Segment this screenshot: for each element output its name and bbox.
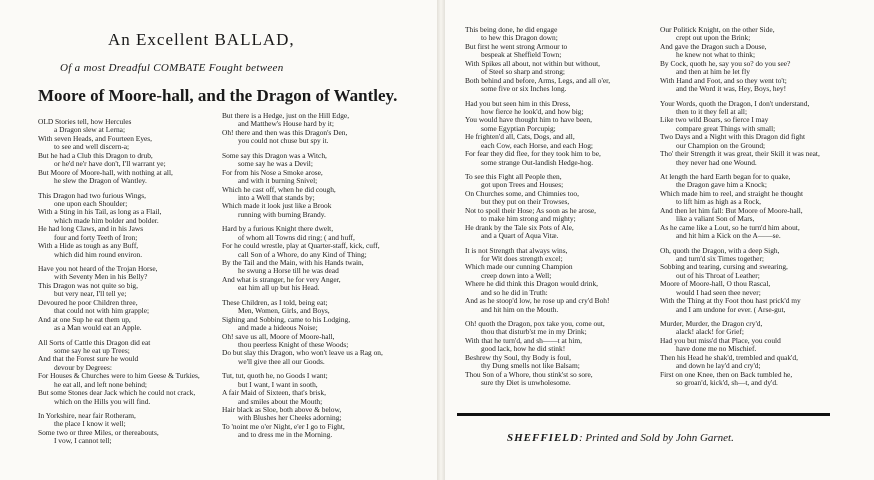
verse-line: Where he did think this Dragon would drink,	[465, 280, 599, 289]
verse-line: thou peerless Knight of these Woods;	[238, 340, 349, 349]
verse-line: Two Days and a Night with this Dragon did fight	[660, 133, 806, 142]
verse-line: To see this Fight all People then,	[465, 173, 562, 181]
verse-line: and hit him on the Mouth.	[481, 305, 559, 314]
imprint-place: SHEFFIELD	[507, 432, 579, 444]
verse-line: He frighten'd all, Cats, Dogs, and all,	[465, 133, 575, 142]
verse-line: into a Well that stands by;	[238, 193, 315, 202]
verse-line: On Churches some, and Chimnies too,	[465, 189, 579, 198]
verse-line: As he came like a Lout, so he turn'd him about,	[660, 223, 800, 232]
verse-line: and made a hideous Noise;	[238, 324, 318, 333]
verse-line: With a Hide as tough as any Buff,	[38, 242, 139, 251]
verse-line: It is not Strength that always wins,	[465, 246, 568, 255]
verse-line: But he had a Club this Dragon to drub,	[38, 151, 153, 160]
verse-line: I vow, I cannot tell;	[54, 437, 112, 446]
verse-line: but they put on their Trowses,	[481, 198, 570, 207]
verse-line: and smiles about the Mouth;	[238, 397, 323, 406]
verse-line: Had you but miss'd that Place, you could	[660, 336, 781, 345]
verse-line: Tho' their Strength it was great, their Skill it was neat,	[660, 150, 820, 159]
verse-line: of Steel so sharp and strong;	[481, 68, 565, 77]
verse-line: you could not chuse but spy it.	[238, 137, 329, 146]
verse-line: Oh, quoth the Dragon, with a deep Sigh,	[660, 246, 780, 255]
verse-line: With the Thing at thy Foot thou hast prick'd my	[660, 297, 801, 306]
verse-line: For fear they did flee, for they took him to be,	[465, 150, 601, 159]
verse-line: he swung a Horse till he was dead	[238, 267, 339, 276]
verse-line: Murder, Murder, the Dragon cry'd,	[660, 320, 763, 328]
verse-line: thy Dung smells not like Balsam;	[481, 362, 580, 371]
verse-line: All Sorts of Cattle this Dragon did eat	[38, 338, 151, 347]
verse-line: OLD Stories tell, how Hercules	[38, 118, 132, 126]
verse-line: Have you not heard of the Trojan Horse,	[38, 265, 158, 273]
verse-line: For from his Nose a Smoke arose,	[222, 168, 323, 177]
verse-line: compare great Things with small;	[676, 124, 776, 133]
verse-line: like a valiant Son of Mars,	[676, 215, 755, 224]
verse-line: You would have thought him to have been,	[465, 116, 592, 125]
verse-column-1	[38, 118, 218, 446]
verse-line: for Wit does strength excel;	[481, 254, 563, 263]
verse-line: This Dragon had two furious Wings,	[38, 191, 146, 200]
verse-column-4	[660, 26, 840, 388]
verse-line: or he'd ne'r have don't, I'll warrant ye;	[54, 160, 166, 169]
verse-line: A fair Maid of Sixteen, that's brisk,	[222, 389, 326, 398]
verse-line: For he could wrestle, play at Quarter-staff, kick, cuff,	[222, 242, 380, 251]
verse-line: Like two wild Boars, so fierce I may	[660, 116, 769, 125]
verse-line: He drank by the Tale six Pots of Ale,	[465, 223, 574, 232]
verse-line: one upon each Shoulder;	[54, 199, 128, 208]
verse-line: Tut, tut, quoth he, no Goods I want;	[222, 372, 328, 381]
verse-line: creep down into a Well;	[481, 271, 552, 280]
verse-line: and turn'd six Times together;	[676, 254, 764, 263]
verse-line: to hew this Dragon down;	[481, 34, 558, 43]
verse-line: Which made it look just like a Brook	[222, 202, 332, 211]
verse-line: For Houses & Churches were to him Geese & Turkies,	[38, 372, 200, 381]
verse-column-3	[465, 26, 650, 388]
verse-line: and I am undone for ever. ( Arse-gut,	[676, 305, 786, 314]
verse-line: four and forty Teeth of Iron;	[54, 233, 138, 242]
verse-line: And gave the Dragon such a Douse,	[660, 42, 767, 51]
verse-line: With Hand and Foot, and so they went to't;	[660, 76, 787, 85]
verse-line: But Moore of Moore-hall, with nothing at all,	[38, 168, 173, 177]
verse-line: and then at him he let fly	[676, 68, 750, 77]
verse-line: bespeak at Sheffield Town;	[481, 51, 562, 60]
verse-column-2	[222, 112, 432, 440]
verse-line: of whom all Towns did ring; ( and huff,	[238, 233, 355, 242]
verse-line: These Children, as I told, being eat;	[222, 298, 328, 307]
verse-line: then to it they fell at all;	[676, 107, 748, 116]
verse-line: which did him round environ.	[54, 250, 143, 259]
verse-line: But there is a Hedge, just on the Hill Edge,	[222, 112, 350, 120]
verse-line: with Blushes her Cheeks adorning;	[238, 414, 342, 423]
verse-line: and so he did in Truth:	[481, 288, 548, 297]
verse-line: Not to spoil their Hose; As soon as he arose,	[465, 206, 596, 215]
verse-line: By the Tail and the Main, with his Hands twain,	[222, 259, 364, 267]
verse-line: Our Politick Knight, on the other Side,	[660, 26, 775, 34]
verse-line: Had you but seen him in this Dress,	[465, 99, 571, 108]
verse-line: to see and well discern-a;	[54, 143, 130, 152]
verse-line: Hard by a furious Knight there dwelt,	[222, 225, 334, 234]
verse-line: Devoured he poor Children three,	[38, 298, 138, 307]
verse-line: and the Word it was, Hey, Boys, hey!	[676, 85, 787, 94]
verse-line: And that the Forest sure he would	[38, 355, 139, 364]
verse-line: as a Man would eat an Apple.	[54, 324, 142, 333]
verse-line: we'll give thee all our Goods.	[238, 357, 325, 366]
verse-line: Some two or three Miles, or thereabouts,	[38, 428, 159, 437]
verse-line: Moore of Moore-hall, O thou Rascal,	[660, 280, 771, 289]
verse-line: Then his Head he shak'd, trembled and quak'd,	[660, 353, 798, 362]
verse-line: got upon Trees and Houses;	[481, 181, 564, 190]
verse-line: some say he was a Devil;	[238, 160, 313, 169]
verse-line: sure thy Diet is unwholesome.	[481, 379, 571, 388]
verse-line: Oh! quoth the Dragon, pox take you, come out,	[465, 320, 605, 328]
verse-line: First on one Knee, then on Back tumbled he,	[660, 370, 793, 379]
verse-line: And as he stoop'd low, he rose up and cry'd Boh!	[465, 297, 610, 306]
verse-line: some say he eat up Trees;	[54, 346, 130, 355]
verse-line: And at one Sup he eat them up,	[38, 315, 131, 324]
verse-line: he eat all, and left none behind;	[54, 380, 147, 389]
verse-line: Men, Women, Girls, and Boys,	[238, 307, 330, 316]
ballad-subtitle: Of a most Dreadful COMBATE Fought between	[60, 62, 284, 74]
verse-line: With that he turn'd, and sh——t at him,	[465, 336, 583, 345]
verse-line: each Cow, each Horse, and each Hog;	[481, 141, 593, 150]
verse-line: which on the Hills you will find.	[54, 397, 151, 406]
verse-line: Your Words, quoth the Dragon, I don't understand,	[660, 99, 810, 108]
verse-line: Which he cast off, when he did cough,	[222, 185, 336, 194]
verse-line: eat him all up but his Head.	[238, 284, 320, 293]
verse-line: devour by Degrees:	[54, 363, 112, 372]
verse-line: that could not with him grapple;	[54, 307, 150, 316]
verse-line: But some Stones dear Jack which he could not crack,	[38, 389, 196, 398]
verse-line: With Spikes all about, not within but without,	[465, 59, 600, 68]
verse-line: Beshrew thy Soul, thy Body is foul,	[465, 353, 571, 362]
verse-line: At length the hard Earth began for to quake,	[660, 173, 791, 181]
verse-line: the Dragon gave him a Knock;	[676, 181, 767, 190]
verse-line: so groan'd, kick'd, sh—t, and dy'd.	[676, 379, 778, 388]
verse-line: he slew the Dragon of Wantley.	[54, 177, 147, 186]
verse-line: Sighing and Sobbing, came to his Lodging,	[222, 315, 351, 324]
verse-line: And then let him fall: But Moore of Moore-hall,	[660, 206, 803, 215]
verse-line: and with it burning Snivel;	[238, 177, 318, 186]
verse-line: Which made him to reel, and straight he thought	[660, 189, 804, 198]
verse-line: our Champion on the Ground;	[676, 141, 766, 150]
ballad-heading: Moore of Moore-hall, and the Dragon of Wantley.	[38, 86, 398, 105]
verse-line: some five or six Inches long.	[481, 85, 567, 94]
verse-line: To 'noint me o'er Night, e'er I go to Fight,	[222, 422, 345, 431]
verse-line: a Dragon slew at Lerna;	[54, 126, 126, 135]
page-gutter	[437, 0, 445, 480]
verse-line: And what is stranger, he for very Anger,	[222, 275, 341, 284]
verse-line: the place I know it well;	[54, 420, 126, 429]
verse-line: Do but slay this Dragon, who won't leave us a Rag on,	[222, 349, 383, 358]
verse-line: good lack, how he did stink!	[481, 345, 566, 354]
verse-line: This Dragon was not quite so big,	[38, 281, 138, 290]
verse-line: With seven Heads, and Fourteen Eyes,	[38, 134, 153, 143]
verse-line: call Son of a Whore, do any Kind of Thing;	[238, 250, 367, 259]
verse-line: This being done, he did engage	[465, 26, 558, 34]
verse-line: some Egyptian Porcupig;	[481, 124, 556, 133]
verse-line: Both behind and before, Arms, Legs, and all o'er,	[465, 76, 611, 85]
verse-line: Oh! save us all, Moore of Moore-hall,	[222, 332, 335, 341]
verse-line: With a Sting in his Tail, as long as a Flail,	[38, 208, 162, 217]
verse-line: but very near, I'll tell ye;	[54, 290, 127, 299]
verse-line: have done me no Mischief.	[676, 345, 757, 354]
verse-line: Oh! there and then was this Dragon's Den,	[222, 128, 348, 137]
verse-line: and a Quart of Aqua Vitæ.	[481, 232, 559, 241]
verse-line: crept out upon the Brink;	[676, 34, 751, 43]
verse-line: but I want, I want in sooth,	[238, 380, 318, 389]
right-page	[445, 0, 874, 480]
printer-imprint	[507, 432, 734, 444]
verse-line: Sobbing and tearing, cursing and swearing,	[660, 263, 788, 272]
verse-line: But first he went strong Armour to	[465, 42, 568, 51]
verse-line: with Seventy Men in his Belly?	[54, 273, 148, 282]
verse-line: he knew not what to think;	[676, 51, 756, 60]
verse-line: and to dress me in the Morning.	[238, 431, 333, 440]
verse-line: they never had one Wound.	[676, 158, 757, 167]
verse-line: Thou Son of a Whore, thou stink'st so sore,	[465, 370, 593, 379]
verse-line: some strange Out-landish Hedge-hog.	[481, 158, 594, 167]
ballad-title: An Excellent BALLAD,	[108, 30, 295, 49]
verse-line: out of his Throat of Leather;	[676, 271, 760, 280]
verse-line: how fierce he look'd, and how big;	[481, 107, 584, 116]
verse-line: By Cock, quoth he, say you so? do you see?	[660, 59, 791, 68]
verse-line: would I had seen thee never;	[676, 288, 761, 297]
footer-rule	[457, 413, 830, 416]
verse-line: Hair black as Sloe, both above & below,	[222, 406, 342, 414]
verse-line: and Matthew's House hard by it;	[238, 120, 334, 129]
verse-line: Which made our cunning Champion	[465, 263, 573, 272]
verse-line: thou that disturb'st me in my Drink;	[481, 328, 587, 337]
verse-line: He had long Claws, and in his Jaws	[38, 225, 144, 234]
verse-line: alack! alack! for Grief;	[676, 328, 744, 337]
verse-line: running with burning Brandy.	[238, 210, 326, 219]
verse-line: Some say this Dragon was a Witch,	[222, 151, 327, 160]
verse-line: In Yorkshire, near fair Rotheram,	[38, 412, 136, 420]
verse-line: and hit him a Kick on the A——se.	[676, 232, 781, 241]
verse-line: to lift him as high as a Rock,	[676, 198, 761, 207]
verse-line: which made him bolder and bolder.	[54, 216, 159, 225]
imprint-text: : Printed and Sold by John Garnet.	[578, 432, 734, 444]
verse-line: to make him strong and mighty;	[481, 215, 576, 224]
verse-line: and down he lay'd and cry'd;	[676, 362, 761, 371]
